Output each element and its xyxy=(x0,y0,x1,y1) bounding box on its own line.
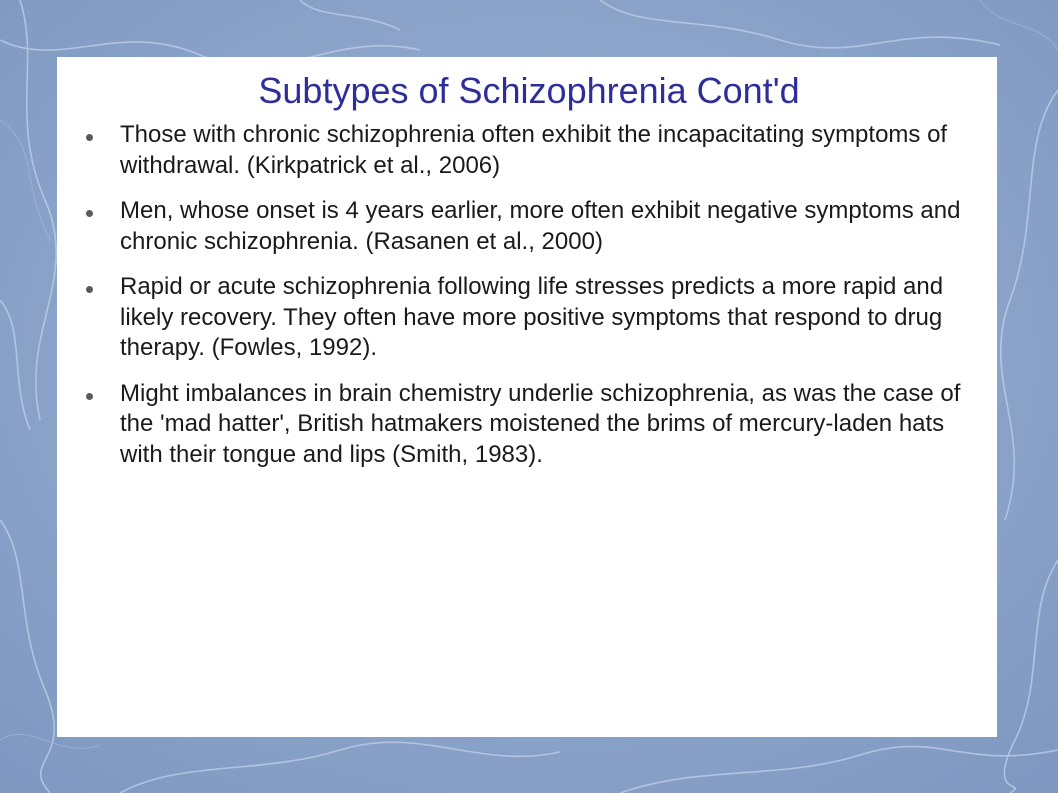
bullet-dot-icon xyxy=(86,286,93,293)
bullet-text: Might imbalances in brain chemistry underlie schizophrenia, as was the case of the 'mad hatter', British hatmakers moistened the brims of mercury-laden hats with their tongue and lips (Smith, 1983). xyxy=(120,379,961,468)
bullet-dot-icon xyxy=(86,393,93,400)
bullet-dot-icon xyxy=(86,210,93,217)
bullet-item xyxy=(84,120,984,181)
bullet-item xyxy=(84,196,984,257)
bullet-text: Those with chronic schizophrenia often exhibit the incapacitating symptoms of withdrawal. (Kirkpatrick et al., 2006) xyxy=(120,121,948,179)
bullet-text: Rapid or acute schizophrenia following life stresses predicts a more rapid and likely recovery. They often have more positive symptoms that respond to drug therapy. (Fowles, 1992). xyxy=(120,273,944,361)
bullet-dot-icon xyxy=(86,134,93,141)
slide-title: Subtypes of Schizophrenia Cont'd xyxy=(258,70,800,111)
bullet-text: Men, whose onset is 4 years earlier, more often exhibit negative symptoms and chronic schizophrenia. (Rasanen et al., 2000) xyxy=(120,197,961,255)
bullet-list xyxy=(84,120,984,485)
bullet-item xyxy=(84,272,984,364)
bullet-item xyxy=(84,379,984,471)
